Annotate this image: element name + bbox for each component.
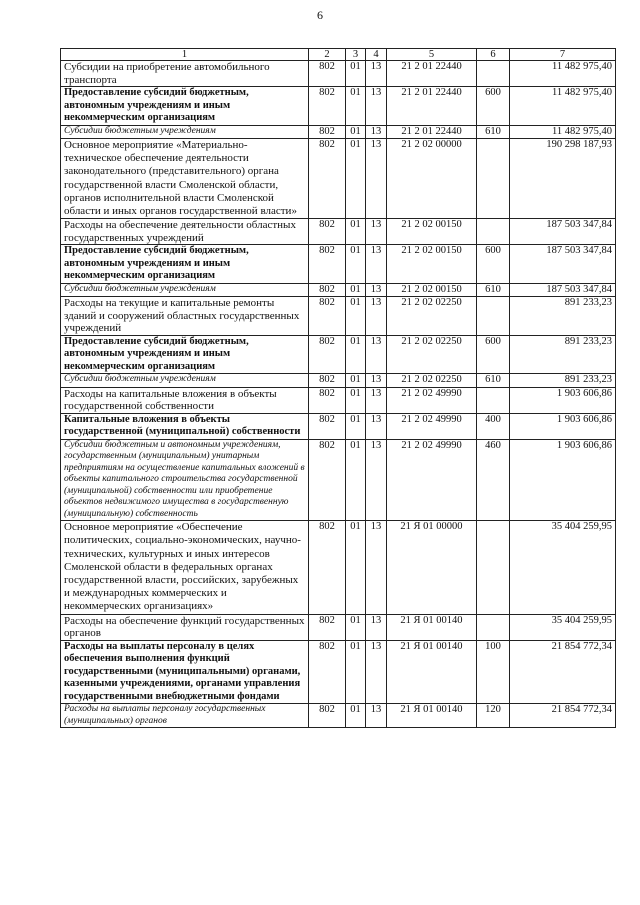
row-target-article: 21 2 01 22440 [387, 87, 477, 126]
table-row [61, 374, 616, 388]
row-target-article: 21 2 02 49990 [387, 413, 477, 439]
row-target-article: 21 2 02 02250 [387, 374, 477, 388]
row-expense-type: 120 [477, 704, 510, 728]
row-amount: 11 482 975,40 [510, 87, 616, 126]
table-row [61, 139, 616, 219]
row-target-article: 21 2 02 00150 [387, 219, 477, 245]
row-target-article: 21 Я 01 00000 [387, 521, 477, 614]
row-subsection: 13 [366, 219, 387, 245]
row-ministry-code: 802 [309, 125, 346, 139]
row-section: 01 [346, 439, 366, 521]
row-subsection: 13 [366, 283, 387, 297]
row-expense-type: 610 [477, 125, 510, 139]
row-subsection: 13 [366, 87, 387, 126]
row-subsection: 13 [366, 297, 387, 336]
table-row [61, 245, 616, 284]
row-target-article: 21 2 01 22440 [387, 61, 477, 87]
table-row [61, 704, 616, 728]
row-expense-type: 600 [477, 87, 510, 126]
row-amount: 35 404 259,95 [510, 614, 616, 640]
column-header: 5 [387, 49, 477, 61]
row-name: Расходы на обеспечение функций государственных органов [61, 614, 309, 640]
row-ministry-code: 802 [309, 139, 346, 219]
row-target-article: 21 2 02 00150 [387, 283, 477, 297]
table-row [61, 297, 616, 336]
row-section: 01 [346, 125, 366, 139]
row-expense-type: 600 [477, 335, 510, 374]
row-expense-type: 610 [477, 374, 510, 388]
row-section: 01 [346, 387, 366, 413]
row-expense-type: 400 [477, 413, 510, 439]
row-subsection: 13 [366, 245, 387, 284]
row-target-article: 21 2 01 22440 [387, 125, 477, 139]
row-expense-type [477, 139, 510, 219]
row-amount: 1 903 606,86 [510, 439, 616, 521]
table-row [61, 521, 616, 614]
row-ministry-code: 802 [309, 413, 346, 439]
row-ministry-code: 802 [309, 614, 346, 640]
row-name: Предоставление субсидий бюджетным, автономным учреждениям и иным некоммерческим организациям [61, 335, 309, 374]
row-amount: 11 482 975,40 [510, 61, 616, 87]
column-header: 7 [510, 49, 616, 61]
table-row [61, 283, 616, 297]
row-section: 01 [346, 614, 366, 640]
row-section: 01 [346, 640, 366, 704]
row-ministry-code: 802 [309, 521, 346, 614]
row-section: 01 [346, 283, 366, 297]
row-expense-type: 460 [477, 439, 510, 521]
row-name: Предоставление субсидий бюджетным, автономным учреждениям и иным некоммерческим организациям [61, 87, 309, 126]
table-body [61, 61, 616, 728]
row-expense-type [477, 387, 510, 413]
table-row [61, 387, 616, 413]
row-expense-type [477, 61, 510, 87]
row-ministry-code: 802 [309, 387, 346, 413]
row-section: 01 [346, 374, 366, 388]
row-name: Субсидии на приобретение автомобильного транспорта [61, 61, 309, 87]
table-row [61, 413, 616, 439]
row-ministry-code: 802 [309, 335, 346, 374]
row-ministry-code: 802 [309, 61, 346, 87]
row-name: Предоставление субсидий бюджетным, автономным учреждениям и иным некоммерческим организациям [61, 245, 309, 284]
row-name: Расходы на текущие и капитальные ремонты зданий и сооружений областных государственных учреждений [61, 297, 309, 336]
row-subsection: 13 [366, 704, 387, 728]
table-row [61, 87, 616, 126]
row-expense-type [477, 297, 510, 336]
row-subsection: 13 [366, 614, 387, 640]
row-amount: 187 503 347,84 [510, 245, 616, 284]
row-name: Субсидии бюджетным и автономным учреждениям, государственным (муниципальным) унитарным предприятиям на осуществление капитальных вложений в объекты капитального строительства государственной (муниципальной) собственности или приобретение объектов недвижимого имущества в государственную (муниципальную) собственность [61, 439, 309, 521]
row-target-article: 21 Я 01 00140 [387, 614, 477, 640]
table-row [61, 335, 616, 374]
row-name: Субсидии бюджетным учреждениям [61, 374, 309, 388]
row-amount: 187 503 347,84 [510, 283, 616, 297]
row-target-article: 21 2 02 00150 [387, 245, 477, 284]
row-name: Расходы на выплаты персоналу государственных (муниципальных) органов [61, 704, 309, 728]
row-target-article: 21 2 02 00000 [387, 139, 477, 219]
column-header: 4 [366, 49, 387, 61]
row-amount: 1 903 606,86 [510, 413, 616, 439]
row-name: Основное мероприятие «Материально-техническое обеспечение деятельности законодательного (представительного) органа государственной власти Смоленской области, органов исполнительной власти Смоленской области и иных органов государственной власти» [61, 139, 309, 219]
row-name: Расходы на выплаты персоналу в целях обеспечения выполнения функций государственными (муниципальными) органами, казенными учреждениями, органами управления государственными внебюджетными фондами [61, 640, 309, 704]
row-amount: 891 233,23 [510, 335, 616, 374]
row-ministry-code: 802 [309, 704, 346, 728]
row-ministry-code: 802 [309, 640, 346, 704]
budget-table [60, 48, 616, 728]
row-section: 01 [346, 297, 366, 336]
row-amount: 891 233,23 [510, 297, 616, 336]
row-ministry-code: 802 [309, 374, 346, 388]
row-name: Расходы на капитальные вложения в объекты государственной собственности [61, 387, 309, 413]
row-expense-type [477, 521, 510, 614]
row-amount: 21 854 772,34 [510, 704, 616, 728]
row-ministry-code: 802 [309, 297, 346, 336]
row-ministry-code: 802 [309, 439, 346, 521]
row-subsection: 13 [366, 61, 387, 87]
row-amount: 21 854 772,34 [510, 640, 616, 704]
row-section: 01 [346, 413, 366, 439]
table-row [61, 439, 616, 521]
row-expense-type: 610 [477, 283, 510, 297]
row-name: Капитальные вложения в объекты государственной (муниципальной) собственности [61, 413, 309, 439]
row-section: 01 [346, 335, 366, 374]
row-amount: 190 298 187,93 [510, 139, 616, 219]
table-row [61, 640, 616, 704]
row-section: 01 [346, 704, 366, 728]
row-subsection: 13 [366, 640, 387, 704]
column-header: 2 [309, 49, 346, 61]
table-row [61, 219, 616, 245]
row-section: 01 [346, 139, 366, 219]
row-amount: 35 404 259,95 [510, 521, 616, 614]
row-expense-type: 100 [477, 640, 510, 704]
row-subsection: 13 [366, 439, 387, 521]
table-row [61, 125, 616, 139]
column-header: 1 [61, 49, 309, 61]
page-number: 6 [317, 8, 323, 22]
row-section: 01 [346, 245, 366, 284]
row-section: 01 [346, 219, 366, 245]
row-subsection: 13 [366, 139, 387, 219]
row-subsection: 13 [366, 387, 387, 413]
row-name: Субсидии бюджетным учреждениям [61, 283, 309, 297]
row-expense-type [477, 614, 510, 640]
row-subsection: 13 [366, 125, 387, 139]
row-ministry-code: 802 [309, 245, 346, 284]
row-amount: 1 903 606,86 [510, 387, 616, 413]
row-ministry-code: 802 [309, 219, 346, 245]
row-section: 01 [346, 87, 366, 126]
row-name: Расходы на обеспечение деятельности областных государственных учреждений [61, 219, 309, 245]
row-ministry-code: 802 [309, 87, 346, 126]
row-target-article: 21 2 02 49990 [387, 387, 477, 413]
table-row [61, 61, 616, 87]
row-name: Субсидии бюджетным учреждениям [61, 125, 309, 139]
column-header: 3 [346, 49, 366, 61]
row-target-article: 21 Я 01 00140 [387, 704, 477, 728]
row-target-article: 21 2 02 49990 [387, 439, 477, 521]
row-ministry-code: 802 [309, 283, 346, 297]
row-section: 01 [346, 521, 366, 614]
row-target-article: 21 2 02 02250 [387, 297, 477, 336]
row-amount: 891 233,23 [510, 374, 616, 388]
row-target-article: 21 2 02 02250 [387, 335, 477, 374]
row-expense-type [477, 219, 510, 245]
row-subsection: 13 [366, 521, 387, 614]
row-subsection: 13 [366, 374, 387, 388]
column-header: 6 [477, 49, 510, 61]
row-amount: 11 482 975,40 [510, 125, 616, 139]
row-target-article: 21 Я 01 00140 [387, 640, 477, 704]
row-name: Основное мероприятие «Обеспечение политических, социально-экономических, научно-технических, культурных и иных интересов Смоленской области в федеральных органах государственной власти, российских, зарубежных и международных коммерческих и некоммерческих организациях» [61, 521, 309, 614]
table-row [61, 614, 616, 640]
row-amount: 187 503 347,84 [510, 219, 616, 245]
row-section: 01 [346, 61, 366, 87]
row-subsection: 13 [366, 335, 387, 374]
row-expense-type: 600 [477, 245, 510, 284]
column-number-row [61, 49, 616, 61]
row-subsection: 13 [366, 413, 387, 439]
